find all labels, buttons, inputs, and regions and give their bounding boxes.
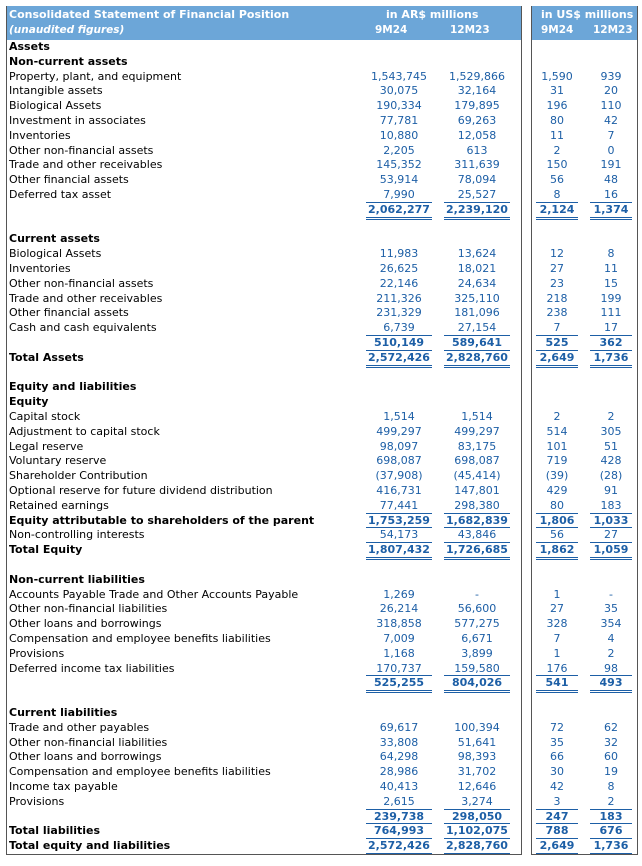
table-row — [6, 588, 637, 603]
row-label: Inventories — [9, 128, 71, 142]
table-row — [6, 366, 637, 381]
value-cell: 613 — [466, 143, 488, 157]
table-row — [6, 676, 637, 691]
row-label: Biological Assets — [9, 99, 102, 113]
table-row — [6, 144, 637, 159]
statement-title: Consolidated Statement of Financial Position — [9, 8, 290, 21]
table-row — [6, 55, 637, 70]
table-row — [6, 321, 637, 336]
value-cell: 31 — [550, 84, 564, 98]
ars-col-9m24: 9M24 — [375, 24, 408, 36]
row-label: Other non-financial assets — [9, 276, 154, 290]
value-cell: 1,543,745 — [371, 69, 427, 83]
value-cell: 183 — [599, 809, 623, 823]
row-label: Optional reserve for future dividend distribution — [9, 484, 273, 497]
value-cell: (28) — [599, 469, 623, 483]
statement-subtitle: (unaudited figures) — [9, 24, 125, 36]
table-row — [6, 558, 637, 573]
table-row — [6, 70, 637, 85]
table-row — [6, 351, 637, 366]
value-cell: 35 — [604, 602, 618, 616]
value-cell: 191 — [600, 158, 622, 172]
value-cell: 1,059 — [593, 543, 629, 557]
value-cell: 804,026 — [451, 676, 503, 690]
value-cell: 428 — [600, 454, 622, 468]
row-label: Other non-financial assets — [9, 143, 154, 157]
row-label: Current assets — [9, 232, 100, 246]
value-cell: 1,529,866 — [449, 69, 505, 83]
value-cell: 2,572,426 — [368, 350, 430, 364]
row-label: Equity attributable to shareholders of the parent — [9, 513, 315, 527]
table-row — [6, 158, 637, 173]
value-cell: 98 — [604, 661, 618, 675]
table-row — [6, 528, 637, 543]
table-row — [6, 232, 637, 247]
value-cell: 1,807,432 — [368, 543, 430, 557]
row-label: Biological Assets — [9, 247, 102, 261]
value-cell: 1 — [553, 587, 561, 601]
value-cell: 2 — [607, 646, 615, 660]
row-label: Deferred tax asset — [9, 188, 112, 201]
value-cell: 239,738 — [373, 809, 425, 823]
table-row — [6, 795, 637, 810]
value-cell: 325,110 — [454, 291, 500, 305]
value-cell: 1,033 — [593, 513, 629, 527]
value-cell: 2 — [553, 410, 561, 423]
table-row — [6, 824, 637, 839]
value-cell: 51 — [604, 439, 618, 453]
row-label: Retained earnings — [9, 498, 109, 512]
table-row — [6, 573, 637, 588]
ars-right-border — [521, 6, 522, 854]
value-cell: 28,986 — [379, 765, 419, 779]
table-row — [6, 99, 637, 114]
value-cell: 11,983 — [379, 247, 419, 261]
value-cell: 80 — [550, 114, 564, 127]
value-cell: 64,298 — [379, 750, 419, 764]
row-label: Intangible assets — [9, 84, 103, 98]
value-cell: 111 — [600, 306, 622, 320]
value-cell: 53,914 — [379, 173, 419, 187]
value-cell: 30,075 — [379, 84, 419, 98]
value-cell: 231,329 — [376, 306, 422, 320]
value-cell: 23 — [550, 276, 564, 290]
value-cell: - — [609, 587, 613, 601]
value-cell: 91 — [604, 484, 618, 497]
value-cell: 69,263 — [457, 114, 497, 127]
table-row — [6, 706, 637, 721]
row-label: Investment in associates — [9, 114, 146, 127]
value-cell: 1,862 — [539, 543, 575, 557]
value-cell: 8 — [607, 247, 615, 261]
value-cell: (39) — [545, 469, 569, 483]
value-cell: 11 — [604, 262, 618, 275]
table-row — [6, 380, 637, 395]
value-cell: 1,682,839 — [446, 513, 508, 527]
value-cell: 147,801 — [454, 484, 500, 497]
value-cell: 78,094 — [457, 173, 497, 187]
value-cell: 499,297 — [376, 424, 422, 438]
value-cell: 510,149 — [373, 336, 425, 349]
value-cell: 7 — [607, 128, 615, 142]
table-row — [6, 173, 637, 188]
value-cell: 83,175 — [457, 439, 497, 453]
value-cell: 362 — [599, 336, 623, 349]
value-cell: 48 — [604, 173, 618, 187]
value-cell: 12,646 — [457, 780, 497, 793]
value-cell: 6,671 — [461, 632, 493, 645]
value-cell: 2,062,277 — [368, 202, 430, 216]
table-row — [6, 602, 637, 617]
table-row — [6, 543, 637, 558]
value-cell: 1,736 — [593, 350, 629, 364]
value-cell: 27 — [550, 262, 564, 275]
value-cell: 719 — [546, 454, 568, 468]
row-label: Compensation and employee benefits liabilities — [9, 765, 271, 779]
table-row — [6, 129, 637, 144]
value-cell: 305 — [600, 424, 622, 438]
value-cell: 77,441 — [379, 498, 419, 512]
value-cell: 25,527 — [457, 188, 497, 201]
value-cell: 541 — [545, 676, 569, 690]
value-cell: 150 — [546, 158, 568, 172]
table-row — [6, 218, 637, 233]
value-cell: 525 — [545, 336, 569, 349]
row-label: Trade and other payables — [9, 720, 150, 734]
value-cell: 1,269 — [383, 587, 415, 601]
value-cell: 176 — [546, 661, 568, 675]
value-cell: 56 — [550, 528, 564, 542]
value-cell: 7,009 — [383, 632, 415, 645]
value-cell: 698,087 — [376, 454, 422, 468]
value-cell: 2,649 — [539, 350, 575, 364]
row-label: Equity — [9, 395, 49, 409]
table-row — [6, 647, 637, 662]
table-row — [6, 306, 637, 321]
bottom-border-usd — [531, 854, 638, 855]
value-cell: 31,702 — [457, 765, 497, 779]
value-cell: 72 — [550, 720, 564, 734]
value-cell: 354 — [600, 617, 622, 631]
value-cell: 56,600 — [457, 602, 497, 616]
value-cell: 77,781 — [379, 114, 419, 127]
value-cell: 0 — [607, 143, 615, 157]
value-cell: 1,806 — [539, 513, 575, 527]
value-cell: 2,649 — [539, 839, 575, 853]
value-cell: 298,380 — [454, 498, 500, 512]
value-cell: 181,096 — [454, 306, 500, 320]
value-cell: 170,737 — [376, 661, 422, 675]
value-cell: 1,753,259 — [368, 513, 430, 527]
value-cell: 110 — [600, 99, 622, 113]
row-label: Other loans and borrowings — [9, 617, 162, 631]
value-cell: 8 — [607, 780, 615, 793]
row-label: Compensation and employee benefits liabilities — [9, 632, 271, 645]
value-cell: 98,097 — [379, 439, 419, 453]
value-cell: 525,255 — [373, 676, 425, 690]
row-label: Other loans and borrowings — [9, 750, 162, 764]
row-label: Shareholder Contribution — [9, 469, 148, 483]
row-label: Non-current liabilities — [9, 572, 145, 586]
table-row — [6, 617, 637, 632]
value-cell: 238 — [546, 306, 568, 320]
value-cell: 2 — [607, 794, 615, 808]
row-label: Provisions — [9, 794, 65, 808]
value-cell: 493 — [599, 676, 623, 690]
table-row — [6, 514, 637, 529]
row-label: Non-current assets — [9, 54, 128, 68]
value-cell: 698,087 — [454, 454, 500, 468]
row-label: Non-controlling interests — [9, 528, 145, 542]
row-label: Property, plant, and equipment — [9, 69, 182, 83]
value-cell: 80 — [550, 498, 564, 512]
value-cell: 30 — [550, 765, 564, 779]
table-row — [6, 440, 637, 455]
value-cell: 42 — [550, 780, 564, 793]
row-label: Adjustment to capital stock — [9, 424, 160, 438]
ars-col-12m23: 12M23 — [450, 24, 490, 36]
row-label: Total equity and liabilities — [9, 839, 171, 853]
value-cell: 7 — [553, 632, 561, 645]
table-row — [6, 469, 637, 484]
value-cell: 8 — [553, 188, 561, 201]
value-cell: 12,058 — [457, 128, 497, 142]
row-label: Total Assets — [9, 350, 84, 364]
row-label: Income tax payable — [9, 780, 118, 793]
value-cell: 589,641 — [451, 336, 503, 349]
value-cell: 60 — [604, 750, 618, 764]
table-row — [6, 632, 637, 647]
table-row — [6, 484, 637, 499]
value-cell: 1,726,685 — [446, 543, 508, 557]
row-label: Assets — [9, 40, 50, 53]
table-row — [6, 736, 637, 751]
row-label: Total Equity — [9, 543, 83, 557]
value-cell: 54,173 — [379, 528, 419, 542]
table-row — [6, 203, 637, 218]
value-cell: 27 — [604, 528, 618, 542]
table-row — [6, 188, 637, 203]
value-cell: 2 — [607, 410, 615, 423]
value-cell: 40,413 — [379, 780, 419, 793]
value-cell: 2,828,760 — [446, 839, 508, 853]
usd-group-label: in US$ millions — [541, 8, 634, 21]
table-row — [6, 499, 637, 514]
row-label: Total liabilities — [9, 824, 101, 838]
value-cell: 24,634 — [457, 276, 497, 290]
value-cell: 1,514 — [461, 410, 493, 423]
value-cell: 1,168 — [383, 646, 415, 660]
value-cell: 15 — [604, 276, 618, 290]
value-cell: 2,239,120 — [446, 202, 508, 216]
header-usd — [531, 6, 637, 40]
value-cell: 159,580 — [454, 661, 500, 675]
value-cell: 32 — [604, 735, 618, 749]
value-cell: 2,205 — [383, 143, 415, 157]
table-row — [6, 395, 637, 410]
value-cell: 32,164 — [457, 84, 497, 98]
value-cell: 11 — [550, 128, 564, 142]
value-cell: 69,617 — [379, 720, 419, 734]
value-cell: 1,736 — [593, 839, 629, 853]
value-cell: 33,808 — [379, 735, 419, 749]
row-label: Other financial assets — [9, 173, 129, 187]
value-cell: 7 — [553, 321, 561, 335]
value-cell: 16 — [604, 188, 618, 201]
table-row — [6, 662, 637, 677]
value-cell: 27,154 — [457, 321, 497, 335]
value-cell: 4 — [607, 632, 615, 645]
value-cell: 1,102,075 — [446, 824, 508, 838]
value-cell: 26,214 — [379, 602, 419, 616]
table-row — [6, 454, 637, 469]
table-row — [6, 750, 637, 765]
value-cell: 2 — [553, 143, 561, 157]
table-row — [6, 765, 637, 780]
table-row — [6, 425, 637, 440]
table-row — [6, 410, 637, 425]
row-label: Equity and liabilities — [9, 380, 137, 394]
value-cell: 3,899 — [461, 646, 493, 660]
value-cell: 35 — [550, 735, 564, 749]
table-row — [6, 114, 637, 129]
value-cell: 577,275 — [454, 617, 500, 631]
table-row — [6, 839, 637, 854]
value-cell: 2,615 — [383, 794, 415, 808]
value-cell: 3 — [553, 794, 561, 808]
row-label: Other financial assets — [9, 306, 129, 320]
value-cell: (37,908) — [375, 469, 423, 483]
value-cell: 676 — [599, 824, 623, 838]
value-cell: 196 — [546, 99, 568, 113]
value-cell: 98,393 — [457, 750, 497, 764]
value-cell: 26,625 — [379, 262, 419, 275]
value-cell: 145,352 — [376, 158, 422, 172]
value-cell: 56 — [550, 173, 564, 187]
value-cell: 101 — [546, 439, 568, 453]
row-label: Provisions — [9, 646, 65, 660]
value-cell: 3,274 — [461, 794, 493, 808]
table-row — [6, 247, 637, 262]
value-cell: 2,828,760 — [446, 350, 508, 364]
bottom-border-ars — [6, 854, 522, 855]
value-cell: 66 — [550, 750, 564, 764]
table-row — [6, 691, 637, 706]
value-cell: 10,880 — [379, 128, 419, 142]
value-cell: 2,572,426 — [368, 839, 430, 853]
value-cell: 43,846 — [457, 528, 497, 542]
usd-left-border — [531, 6, 532, 854]
value-cell: 247 — [545, 809, 569, 823]
value-cell: 328 — [546, 617, 568, 631]
usd-col-9m24: 9M24 — [541, 24, 574, 36]
value-cell: 1,590 — [541, 69, 573, 83]
value-cell: 12 — [550, 247, 564, 261]
row-label: Current liabilities — [9, 706, 118, 719]
row-label: Inventories — [9, 262, 71, 275]
value-cell: 218 — [546, 291, 568, 305]
value-cell: 27 — [550, 602, 564, 616]
value-cell: 211,326 — [376, 291, 422, 305]
row-label: Trade and other receivables — [9, 291, 163, 305]
value-cell: 939 — [600, 69, 622, 83]
value-cell: 499,297 — [454, 424, 500, 438]
table-row — [6, 84, 637, 99]
table-row — [6, 40, 637, 55]
left-border — [6, 6, 7, 854]
value-cell: 788 — [545, 824, 569, 838]
table-row — [6, 336, 637, 351]
value-cell: 298,050 — [451, 809, 503, 823]
value-cell: 20 — [604, 84, 618, 98]
table-row — [6, 277, 637, 292]
table-row — [6, 810, 637, 825]
right-border — [637, 6, 638, 854]
value-cell: 2,124 — [539, 202, 575, 216]
header-ars — [6, 6, 521, 40]
row-label: Voluntary reserve — [9, 454, 107, 468]
value-cell: 1,374 — [593, 202, 629, 216]
value-cell: 6,739 — [383, 321, 415, 335]
table-row — [6, 262, 637, 277]
ars-group-label: in AR$ millions — [386, 8, 479, 21]
value-cell: 416,731 — [376, 484, 422, 497]
value-cell: (45,414) — [453, 469, 501, 483]
value-cell: 42 — [604, 114, 618, 127]
value-cell: 62 — [604, 720, 618, 734]
row-label: Deferred income tax liabilities — [9, 661, 175, 675]
value-cell: 311,639 — [454, 158, 500, 172]
value-cell: 1,514 — [383, 410, 415, 423]
row-label: Other non-financial liabilities — [9, 735, 168, 749]
value-cell: 22,146 — [379, 276, 419, 290]
usd-col-12m23: 12M23 — [593, 24, 633, 36]
table-row — [6, 292, 637, 307]
value-cell: 764,993 — [373, 824, 425, 838]
row-label: Capital stock — [9, 410, 81, 423]
value-cell: - — [475, 587, 479, 601]
value-cell: 514 — [546, 424, 568, 438]
value-cell: 429 — [546, 484, 568, 497]
value-cell: 179,895 — [454, 99, 500, 113]
value-cell: 190,334 — [376, 99, 422, 113]
value-cell: 7,990 — [383, 188, 415, 201]
value-cell: 199 — [600, 291, 622, 305]
row-label: Accounts Payable Trade and Other Accounts Payable — [9, 587, 299, 601]
table-row — [6, 721, 637, 736]
value-cell: 318,858 — [376, 617, 422, 631]
row-label: Cash and cash equivalents — [9, 321, 157, 335]
value-cell: 18,021 — [457, 262, 497, 275]
value-cell: 19 — [604, 765, 618, 779]
row-label: Trade and other receivables — [9, 158, 163, 172]
value-cell: 1 — [553, 646, 561, 660]
value-cell: 13,624 — [457, 247, 497, 261]
value-cell: 17 — [604, 321, 618, 335]
value-cell: 51,641 — [457, 735, 497, 749]
row-label: Other non-financial liabilities — [9, 602, 168, 616]
value-cell: 183 — [600, 498, 622, 512]
value-cell: 100,394 — [454, 720, 500, 734]
row-label: Legal reserve — [9, 439, 84, 453]
table-row — [6, 780, 637, 795]
